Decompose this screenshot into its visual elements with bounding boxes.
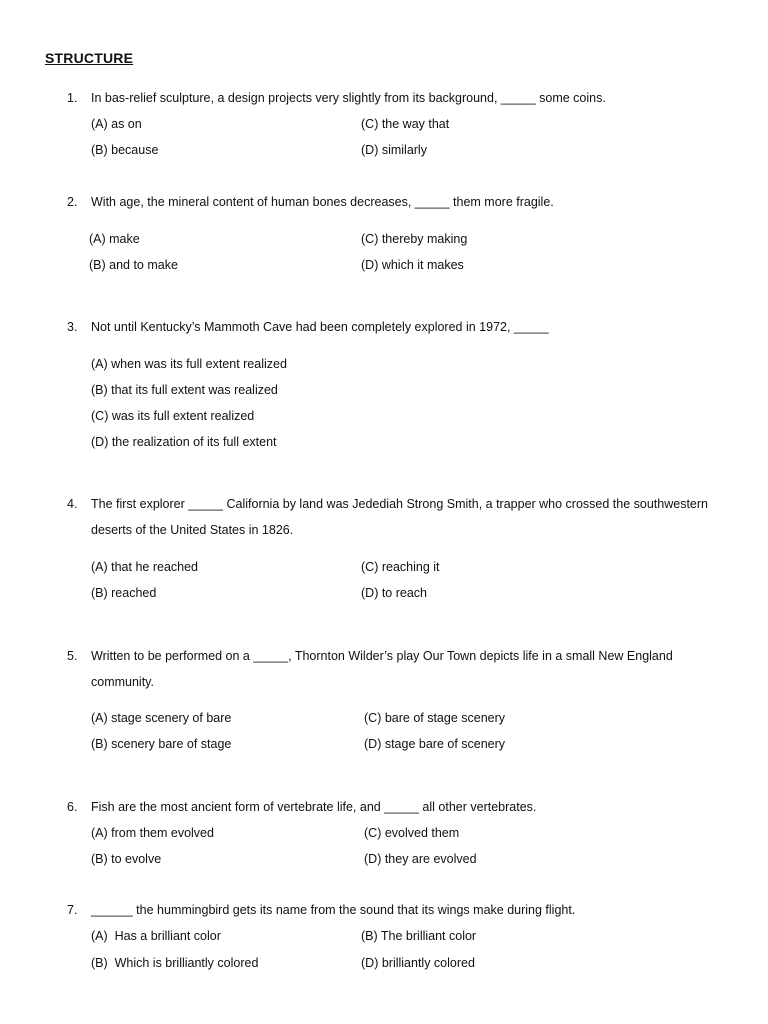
question-stem-line-2: community. — [91, 675, 154, 689]
option-d: (D) stage bare of scenery — [364, 737, 506, 751]
option-a: (A) when was its full extent realized — [91, 357, 287, 371]
option-c: (C) reaching it — [361, 560, 440, 574]
option-a: (A) stage scenery of bare — [91, 711, 232, 725]
question-stem: Not until Kentucky’s Mammoth Cave had been completely explored in 1972, _____ — [91, 320, 549, 334]
option-b: (B) because — [91, 143, 159, 157]
option-d: (D) brilliantly colored — [361, 956, 475, 970]
question-stem: Fish are the most ancient form of vertebrate life, and _____ all other vertebrates. — [91, 800, 537, 814]
option-b-second: (B) Which is brilliantly colored — [91, 956, 259, 970]
option-b: (B) and to make — [89, 258, 178, 272]
option-b: (B) The brilliant color — [361, 929, 477, 943]
option-a: (A) Has a brilliant color — [91, 929, 221, 943]
question-number: 2. — [67, 195, 78, 209]
question-number: 7. — [67, 903, 78, 917]
option-d: (D) which it makes — [361, 258, 464, 272]
question-stem-line-1: Written to be performed on a _____, Thornton Wilder’s play Our Town depicts life in a small New England — [91, 649, 673, 663]
option-a: (A) make — [89, 232, 140, 246]
option-d: (D) they are evolved — [364, 852, 477, 866]
option-b: (B) scenery bare of stage — [91, 737, 232, 751]
option-b: (B) reached — [91, 586, 157, 600]
page-title: STRUCTURE — [45, 50, 134, 66]
option-d: (D) similarly — [361, 143, 427, 157]
question-number: 4. — [67, 497, 78, 511]
question-stem: With age, the mineral content of human bones decreases, _____ them more fragile. — [91, 195, 554, 209]
question-number: 1. — [67, 91, 78, 105]
option-d: (D) to reach — [361, 586, 427, 600]
option-a: (A) that he reached — [91, 560, 199, 574]
option-c: (C) evolved them — [364, 826, 460, 840]
option-c: (C) thereby making — [361, 232, 468, 246]
question-stem: ______ the hummingbird gets its name from the sound that its wings make during flight. — [91, 903, 576, 917]
option-a: (A) from them evolved — [91, 826, 214, 840]
option-b: (B) that its full extent was realized — [91, 383, 278, 397]
question-number: 5. — [67, 649, 78, 663]
question-number: 6. — [67, 800, 78, 814]
option-c: (C) was its full extent realized — [91, 409, 255, 423]
option-a: (A) as on — [91, 117, 142, 131]
option-d: (D) the realization of its full extent — [91, 435, 277, 449]
question-stem-line-2: deserts of the United States in 1826. — [91, 523, 294, 537]
question-stem: In bas-relief sculpture, a design projects very slightly from its background, _____ some coins. — [91, 91, 606, 105]
question-number: 3. — [67, 320, 78, 334]
option-c: (C) bare of stage scenery — [364, 711, 506, 725]
option-b: (B) to evolve — [91, 852, 162, 866]
question-stem-line-1: The first explorer _____ California by land was Jedediah Strong Smith, a trapper who crossed the southwestern — [91, 497, 708, 511]
option-c: (C) the way that — [361, 117, 450, 131]
